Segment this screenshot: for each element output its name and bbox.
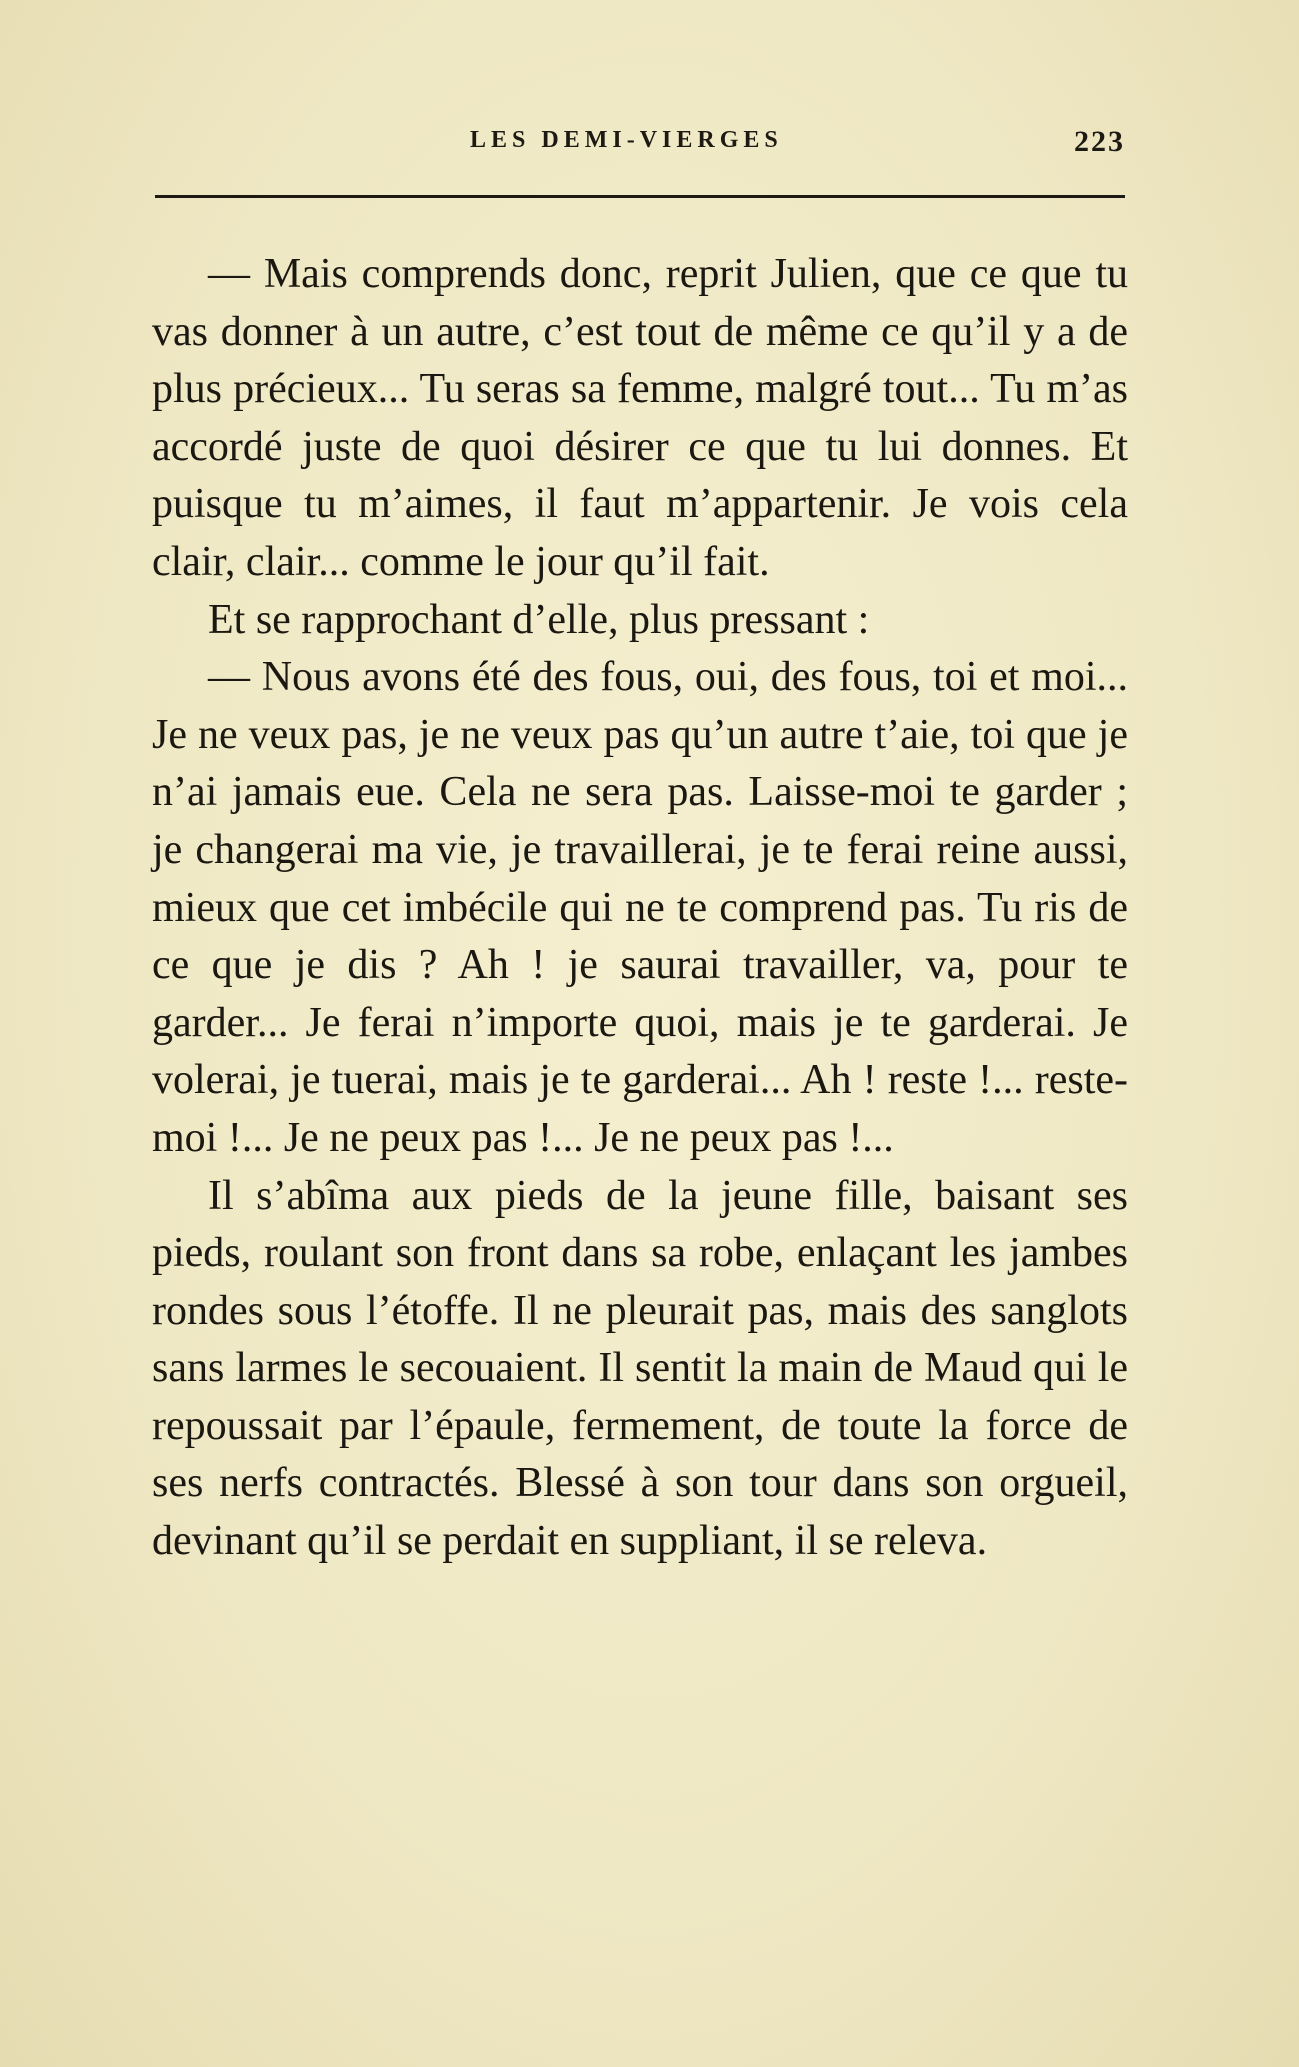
paragraph-closing: Il s’abîma aux pieds de la jeune fille, baisant ses pieds, roulant son front dans sa robe, enlaçant les jambes rondes sous l’étoffe. Il ne pleurait pas, mais des sanglots sans larmes le secouaient. Il sentit la main de Maud qui le repoussait par l’épaule, fermement, de toute la force de ses nerfs contractés. Blessé à son tour dans son orgueil, devinant qu’il se perdait en suppliant, il se releva. — [152, 1172, 1128, 1565]
paragraph-julien-speech: — Mais comprends donc, reprit Julien, que ce que tu vas donner à un autre, c’est tout de même ce qu’il y a de plus précieux... Tu seras sa femme, malgré tout... Tu m’as accordé juste de quoi désirer ce que tu lui donnes. Et puisque tu m’aimes, il faut m’appartenir. Je vois cela clair, clair... comme le jour qu’il fait. — [152, 251, 1128, 585]
page-number: 223 — [1074, 125, 1125, 158]
header-rule — [155, 195, 1125, 198]
paragraph-narration: Et se rapprochant d’elle, plus pressant : — [208, 596, 870, 643]
body-text — [152, 246, 1128, 1571]
running-head — [155, 125, 1125, 165]
running-head-title: LES DEMI-VIERGES — [470, 127, 783, 153]
paragraph-julien-plea: — Nous avons été des fous, oui, des fous, toi et moi... Je ne veux pas, je ne veux pas qu’un autre t’aie, toi que je n’ai jamais eue. Cela ne sera pas. Laisse-moi te garder ; je changerai ma vie, je travaillerai, je te ferai reine aussi, mieux que cet imbécile qui ne te comprend pas. Tu ris de ce que je dis ? Ah ! je saurai travailler, va, pour te garder... Je ferai n’importe quoi, mais je te garderai. Je volerai, je tuerai, mais je te garderai... Ah ! reste !... reste-moi !... Je ne peux pas !... Je ne peux pas !... — [152, 654, 1128, 1161]
